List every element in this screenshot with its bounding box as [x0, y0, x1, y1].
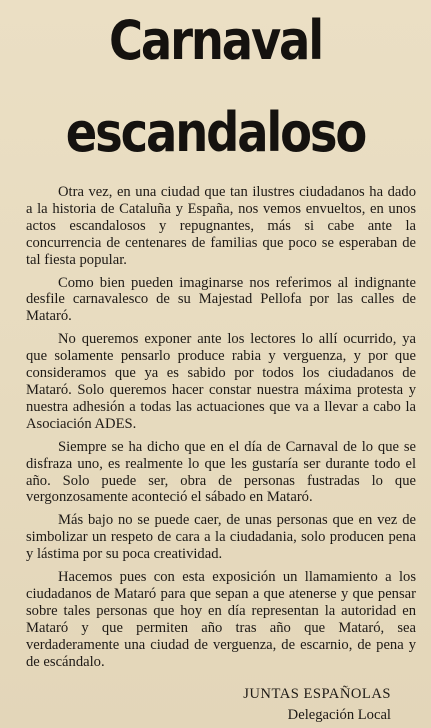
article-title-line-2: escandaloso [65, 101, 366, 164]
article-paragraph-3: No queremos exponer ante los lectores lo allí ocurrido, ya que solamente pensarlo produce rabia y verguenza, y por que consideramos que ya es sabido por todos los ciudadanos de Mataró. Solo queremos hacer constar nuestra máxima protesta y nuestra adhesión a todas las actuaciones que va a llevar a cabo la Asociación ADES. [26, 331, 416, 432]
article-body [26, 184, 416, 676]
article-paragraph-6: Hacemos pues con esta exposición un llamamiento a los ciudadanos de Mataró para que sepan a que atenerse y que pensar sobre tales personas que hoy en día representan la autoridad en Mataró y que permiten año tras año que Mataró, sea verdaderamente una ciudad de verguenza, de escarnio, de pena y de escándalo. [26, 569, 416, 670]
article-paragraph-4: Siempre se ha dicho que en el día de Carnaval de lo que se disfraza uno, es realmente lo que les gustaría ser durante todo el año. Solo puede ser, obra de personas fustradas lo que vergonzosamente aconteció el sábado en Mataró. [26, 438, 416, 506]
article-paragraph-1: Otra vez, en una ciudad que tan ilustres ciudadanos ha dado a la historia de Cataluña y España, nos vemos envueltos, en unos actos escandalosos y repugnantes, más si cabe ante la concurrencia de centenares de familias que poco se esperaban de tal fiesta popular. [26, 184, 416, 268]
article-paragraph-5: Más bajo no se puede caer, de unas personas que en vez de simbolizar un respeto de cara a la ciudadania, solo producen pena y lástima por su poca creatividad. [26, 512, 416, 563]
signature-organization: JUNTAS ESPAÑOLAS [243, 686, 391, 702]
article-title-line-1: Carnaval [108, 9, 323, 72]
article-paragraph-2: Como bien pueden imaginarse nos referimos al indignante desfile carnavalesco de su Majestad Pellofa por las calles de Mataró. [26, 274, 416, 325]
signature-delegation: Delegación Local [287, 707, 391, 723]
signature-block [243, 684, 391, 726]
